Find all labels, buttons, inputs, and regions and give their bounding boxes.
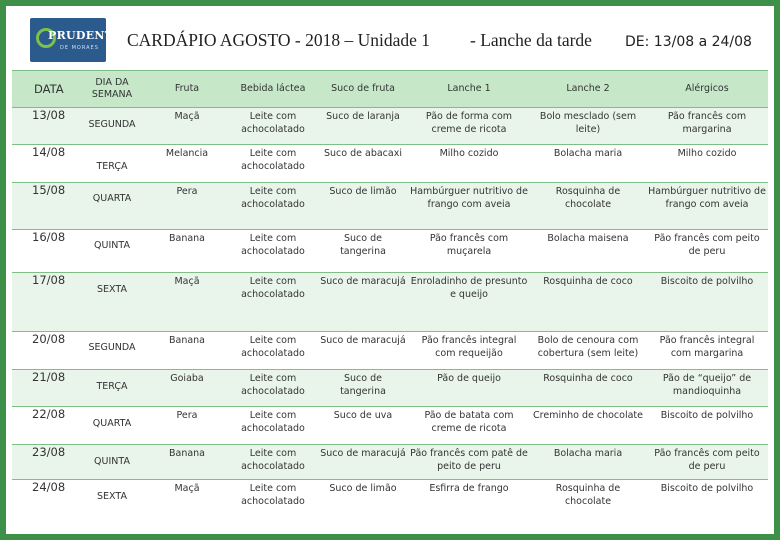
column-header-suco: Suco de fruta (318, 71, 408, 108)
column-header-fruta: Fruta (146, 71, 228, 108)
fruit-cell: Maçã (146, 108, 228, 145)
date-cell: 20/08 (12, 332, 78, 370)
snack2-cell: Rosquinha de coco (530, 273, 646, 332)
column-header-lanche2: Lanche 2 (530, 71, 646, 108)
table-row (12, 480, 768, 524)
weekday-cell: TERÇA (78, 370, 146, 407)
weekday-cell: SEXTA (78, 273, 146, 332)
date-cell: 23/08 (12, 445, 78, 480)
snack1-cell: Enroladinho de presunto e queijo (408, 273, 530, 332)
weekday-cell: TERÇA (78, 145, 146, 183)
logo-word: PRUDENTE (48, 29, 122, 42)
weekday-cell: QUINTA (78, 230, 146, 273)
column-header-alergicos: Alérgicos (646, 71, 768, 108)
snack2-cell: Rosquinha de coco (530, 370, 646, 407)
logo-subtext: DE MORAES (60, 45, 99, 51)
weekday-cell: QUARTA (78, 183, 146, 230)
juice-cell: Suco de limão (318, 480, 408, 524)
table-row (12, 407, 768, 445)
dairy-cell: Leite com achocolatado (228, 108, 318, 145)
fruit-cell: Pera (146, 183, 228, 230)
fruit-cell: Melancia (146, 145, 228, 183)
allergen-cell: Hambúrguer nutritivo de frango com aveia (646, 183, 768, 230)
menu-page (6, 6, 774, 534)
snack1-cell: Hambúrguer nutritivo de frango com aveia (408, 183, 530, 230)
juice-cell: Suco de abacaxi (318, 145, 408, 183)
table-row (12, 445, 768, 480)
table-row (12, 273, 768, 332)
allergen-cell: Pão francês integral com margarina (646, 332, 768, 370)
column-header-dia: DIA DA SEMANA (78, 71, 146, 108)
dairy-cell: Leite com achocolatado (228, 145, 318, 183)
snack1-cell: Pão francês com muçarela (408, 230, 530, 273)
juice-cell: Suco de uva (318, 407, 408, 445)
date-range: DE: 13/08 a 24/08 (625, 34, 752, 50)
menu-table (12, 70, 768, 524)
table-header-row (12, 71, 768, 108)
weekday-cell: QUARTA (78, 407, 146, 445)
allergen-cell: Biscoito de polvilho (646, 407, 768, 445)
juice-cell: Suco de maracujá (318, 445, 408, 480)
snack1-cell: Pão francês com patê de peito de peru (408, 445, 530, 480)
date-cell: 21/08 (12, 370, 78, 407)
date-cell: 13/08 (12, 108, 78, 145)
column-header-bebida: Bebida láctea (228, 71, 318, 108)
snack1-cell: Pão de forma com creme de ricota (408, 108, 530, 145)
dairy-cell: Leite com achocolatado (228, 332, 318, 370)
date-cell: 16/08 (12, 230, 78, 273)
snack2-cell: Rosquinha de chocolate (530, 480, 646, 524)
date-cell: 15/08 (12, 183, 78, 230)
table-row (12, 230, 768, 273)
fruit-cell: Banana (146, 332, 228, 370)
dairy-cell: Leite com achocolatado (228, 407, 318, 445)
snack2-cell: Bolo de cenoura com cobertura (sem leite) (530, 332, 646, 370)
date-cell: 17/08 (12, 273, 78, 332)
juice-cell: Suco de tangerina (318, 370, 408, 407)
fruit-cell: Maçã (146, 273, 228, 332)
table-row (12, 108, 768, 145)
weekday-cell: SEXTA (78, 480, 146, 524)
allergen-cell: Biscoito de polvilho (646, 273, 768, 332)
fruit-cell: Pera (146, 407, 228, 445)
dairy-cell: Leite com achocolatado (228, 480, 318, 524)
table-row (12, 145, 768, 183)
dairy-cell: Leite com achocolatado (228, 183, 318, 230)
fruit-cell: Banana (146, 445, 228, 480)
juice-cell: Suco de limão (318, 183, 408, 230)
snack2-cell: Bolacha maria (530, 145, 646, 183)
snack2-cell: Creminho de chocolate (530, 407, 646, 445)
date-cell: 24/08 (12, 480, 78, 524)
page-subtitle: - Lanche da tarde (470, 30, 592, 50)
fruit-cell: Goiaba (146, 370, 228, 407)
weekday-cell: QUINTA (78, 445, 146, 480)
table-row (12, 332, 768, 370)
juice-cell: Suco de maracujá (318, 273, 408, 332)
juice-cell: Suco de maracujá (318, 332, 408, 370)
dairy-cell: Leite com achocolatado (228, 445, 318, 480)
allergen-cell: Pão francês com peito de peru (646, 445, 768, 480)
snack1-cell: Esfirra de frango (408, 480, 530, 524)
fruit-cell: Maçã (146, 480, 228, 524)
table-row (12, 370, 768, 407)
snack2-cell: Bolo mesclado (sem leite) (530, 108, 646, 145)
weekday-cell: SEGUNDA (78, 108, 146, 145)
dairy-cell: Leite com achocolatado (228, 370, 318, 407)
column-header-data: DATA (12, 71, 78, 108)
fruit-cell: Banana (146, 230, 228, 273)
page-title: CARDÁPIO AGOSTO - 2018 – Unidade 1 (127, 30, 431, 50)
snack2-cell: Bolacha maria (530, 445, 646, 480)
allergen-cell: Pão de “queijo” de mandioquinha (646, 370, 768, 407)
allergen-cell: Biscoito de polvilho (646, 480, 768, 524)
dairy-cell: Leite com achocolatado (228, 230, 318, 273)
column-header-lanche1: Lanche 1 (408, 71, 530, 108)
date-cell: 14/08 (12, 145, 78, 183)
allergen-cell: Pão francês com margarina (646, 108, 768, 145)
school-logo (30, 18, 122, 62)
snack1-cell: Milho cozido (408, 145, 530, 183)
allergen-cell: Pão francês com peito de peru (646, 230, 768, 273)
table-row (12, 183, 768, 230)
snack2-cell: Rosquinha de chocolate (530, 183, 646, 230)
snack1-cell: Pão de batata com creme de ricota (408, 407, 530, 445)
dairy-cell: Leite com achocolatado (228, 273, 318, 332)
snack1-cell: Pão de queijo (408, 370, 530, 407)
weekday-cell: SEGUNDA (78, 332, 146, 370)
snack1-cell: Pão francês integral com requeijão (408, 332, 530, 370)
snack2-cell: Bolacha maisena (530, 230, 646, 273)
juice-cell: Suco de tangerina (318, 230, 408, 273)
date-cell: 22/08 (12, 407, 78, 445)
juice-cell: Suco de laranja (318, 108, 408, 145)
allergen-cell: Milho cozido (646, 145, 768, 183)
